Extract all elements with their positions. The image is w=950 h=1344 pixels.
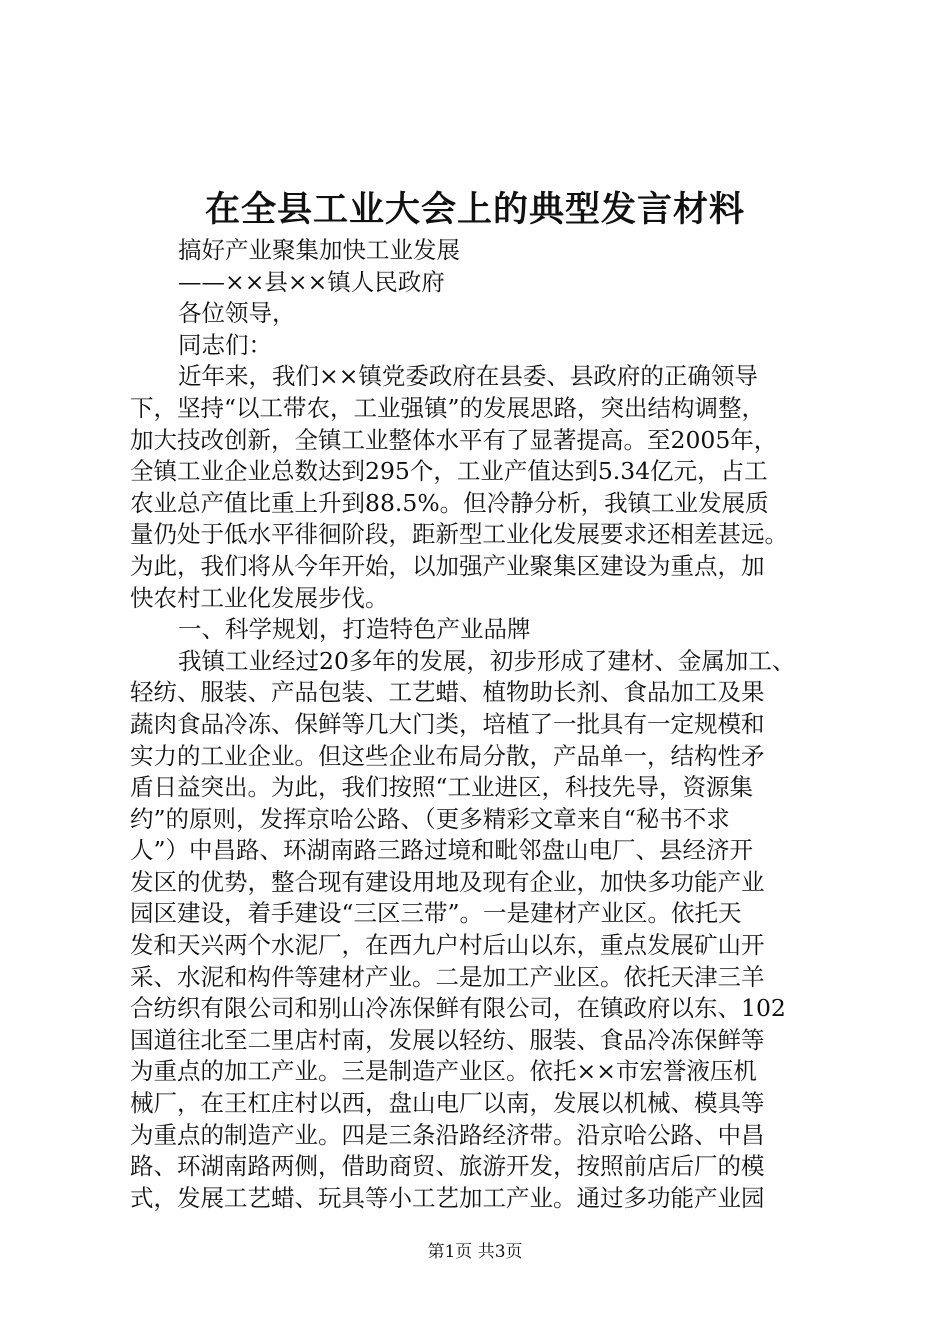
body-line: 农业总产值比重上升到88.5%。但冷静分析，我镇工业发展质 (130, 488, 769, 517)
body-line: 量仍处于低水平徘徊阶段，距新型工业化发展要求还相差甚远。 (130, 520, 788, 549)
body-line: 我镇工业经过20多年的发展，初步形成了建材、金属加工、 (178, 646, 796, 675)
body-line: 轻纺、服装、产品包装、工艺蜡、植物助长剂、食品加工及果 (130, 678, 765, 707)
body-line: 发区的优势，整合现有建设用地及现有企业，加快多功能产业 (130, 867, 765, 896)
body-line: 搞好产业聚集加快工业发展 (178, 236, 460, 264)
document-title: 在全县工业大会上的典型发言材料 (204, 189, 745, 230)
body-line: 合纺织有限公司和别山冷冻保鲜有限公司，在镇政府以东、102 (130, 994, 786, 1023)
body-line: 发和天兴两个水泥厂，在西九户村后山以东，重点发展矿山开 (130, 931, 765, 960)
body-line: 园区建设，着手建设“三区三带”。一是建材产业区。依托天 (130, 899, 742, 928)
body-line: 盾日益突出。为此，我们按照“工业进区，科技先导，资源集 (130, 773, 754, 802)
body-line: ——××县××镇人民政府 (178, 267, 445, 296)
body-line: 路、环湖南路两侧，借助商贸、旅游开发，按照前店后厂的模 (130, 1152, 765, 1181)
body-line: 全镇工业企业总数达到295个，工业产值达到5.34亿元，占工 (130, 457, 768, 486)
body-line: 蔬肉食品冷冻、保鲜等几大门类，培植了一批具有一定规模和 (130, 709, 765, 738)
body-line: 各位领导， (178, 299, 296, 328)
body-line: 国道往北至二里店村南，发展以轻纺、服装、食品冷冻保鲜等 (130, 1025, 765, 1054)
body-line: 采、水泥和构件等建材产业。二是加工产业区。依托天津三羊 (130, 962, 765, 991)
body-line: 为此，我们将从今年开始，以加强产业聚集区建设为重点，加 (130, 551, 765, 580)
body-line: 下，坚持“以工带农，工业强镇”的发展思路，突出结构调整， (130, 393, 766, 422)
document-body (130, 235, 835, 1214)
body-line: 式，发展工艺蜡、玩具等小工艺加工产业。通过多功能产业园 (130, 1183, 765, 1212)
body-line: 快农村工业化发展步伐。 (130, 583, 389, 612)
body-line: 同志们： (178, 330, 272, 359)
body-line: 为重点的制造产业。四是三条沿路经济带。沿京哈公路、中昌 (130, 1120, 765, 1149)
body-line: 人”）中昌路、环湖南路三路过境和毗邻盘山电厂、县经济开 (130, 836, 754, 865)
body-line: 近年来，我们××镇党委政府在县委、县政府的正确领导 (178, 362, 758, 391)
body-line: 械厂，在王杠庄村以西，盘山电厂以南，发展以机械、模具等 (130, 1089, 765, 1118)
page-footer: 第1页 共3页 (427, 1242, 523, 1262)
body-line: 为重点的加工产业。三是制造产业区。依托××市宏誉液压机 (130, 1057, 757, 1086)
body-line: 加大技改创新，全镇工业整体水平有了显著提高。至2005年， (130, 425, 778, 454)
body-line: 实力的工业企业。但这些企业布局分散，产品单一，结构性矛 (130, 741, 765, 770)
body-line: 一、科学规划，打造特色产业品牌 (178, 615, 531, 644)
body-line: 约”的原则，发挥京哈公路、（更多精彩文章来自“秘书不求 (130, 804, 730, 833)
